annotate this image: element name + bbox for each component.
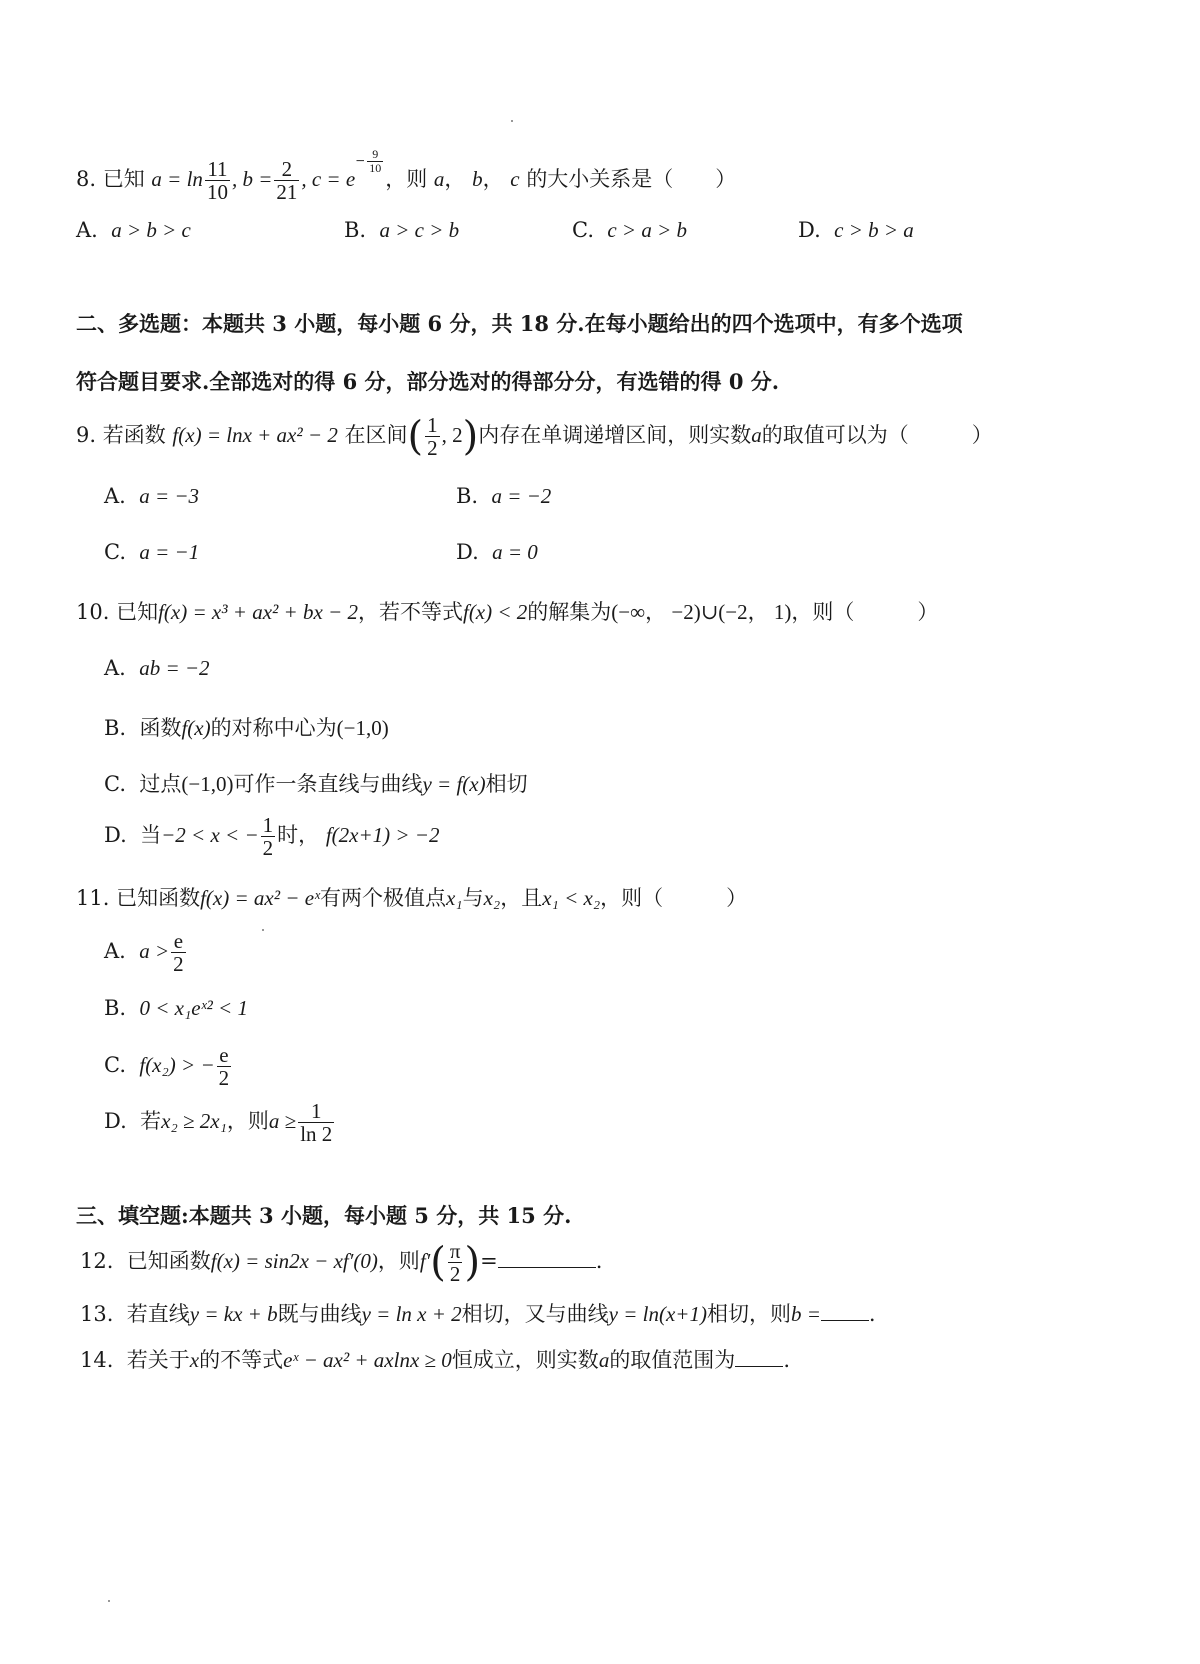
question-number: 8. — [76, 167, 97, 192]
option-b[interactable]: B. 0 < x₁eˣ² < 1 — [104, 996, 248, 1020]
answer-blank[interactable] — [735, 1346, 783, 1367]
question-8: 8. 已知 a = ln $\frac{11}{10}$ , b = $\frac{2}{21}$ , c = e− $\frac{9}{10}$ ，则 a， b， c 的大小关系是（ ） — [76, 147, 737, 205]
question-13: 13. 若直线y = kx + b既与曲线y = ln x + 2相切，又与曲线y = ln(x+1)相切，则b = . — [80, 1302, 876, 1326]
scan-speck — [108, 1600, 110, 1602]
option-c[interactable]: C. a = −1 — [104, 540, 200, 564]
option-b[interactable]: B. a = −2 — [456, 484, 552, 508]
option-d[interactable]: D. c > b > a — [798, 218, 914, 242]
fraction: $\frac{1}{2}$ — [427, 413, 438, 461]
question-14: 14. 若关于x的不等式eˣ − ax² + axlnx ≥ 0恒成立，则实数a的取值范围为 . — [80, 1348, 790, 1372]
exponent: − $\frac{9}{10}$ — [355, 147, 382, 175]
section-2-heading: 二、多选题：本题共 3 小题，每小题 6 分，共 18 分.在每小题给出的四个选项中，有多个选项 — [76, 311, 963, 336]
option-c[interactable]: C. c > a > b — [572, 218, 688, 242]
option-a[interactable]: A. a = −3 — [104, 484, 200, 508]
section-3-heading: 三、填空题:本题共 3 小题，每小题 5 分，共 15 分. — [76, 1203, 572, 1228]
scan-speck — [511, 120, 513, 122]
option-c[interactable]: C. 过点(−1,0)可作一条直线与曲线y = f(x)相切 — [104, 772, 528, 796]
question-number: 10. — [76, 600, 110, 624]
fraction: $\frac{11}{10}$ — [206, 157, 228, 205]
question-12: 12. 已知函数f(x) = sin2x − xf′(0)，则f′( $\frac{\pi}{2}$ )= . — [80, 1239, 603, 1287]
option-a[interactable]: A. a > b > c — [76, 218, 191, 242]
question-number: 9. — [76, 423, 97, 448]
fraction: $\frac{e}{2}$ — [218, 1043, 230, 1091]
answer-blank[interactable] — [821, 1300, 869, 1321]
question-number: 11. — [76, 886, 110, 910]
option-b[interactable]: B. 函数f(x)的对称中心为(−1,0) — [104, 716, 389, 740]
fraction: $\frac{e}{2}$ — [173, 929, 184, 977]
fraction: $\frac{1}{\ln 2}$ — [300, 1099, 333, 1147]
option-a[interactable]: A. a > $\frac{e}{2}$ — [104, 929, 184, 977]
question-number: 13. — [80, 1302, 114, 1326]
answer-blank[interactable] — [498, 1247, 596, 1268]
question-11: 11. 已知函数f(x) = ax² − eˣ有两个极值点x₁与x₂，且x₁ < x₂，则（ ） — [76, 886, 748, 910]
scan-speck — [262, 929, 264, 931]
option-d[interactable]: D. a = 0 — [456, 540, 538, 564]
question-number: 12. — [80, 1249, 114, 1274]
fraction: $\frac{\pi}{2}$ — [449, 1239, 461, 1287]
question-9: 9. 若函数 f(x) = lnx + ax² − 2 在区间( $\frac{1}{2}$ , 2)内存在单调递增区间，则实数a的取值可以为（ ） — [76, 413, 993, 461]
question-number: 14. — [80, 1348, 114, 1372]
section-2-heading-cont: 符合题目要求.全部选对的得 6 分，部分选对的得部分分，有选错的得 0 分. — [76, 369, 780, 394]
option-d[interactable]: D. 当−2 < x < − $\frac{1}{2}$ 时， f(2x+1) > −2 — [104, 813, 440, 861]
fraction: $\frac{1}{2}$ — [262, 813, 274, 861]
option-a[interactable]: A. ab = −2 — [104, 656, 210, 680]
option-d[interactable]: D. 若x₂ ≥ 2x₁，则a ≥ $\frac{1}{\ln 2}$ — [104, 1099, 333, 1147]
option-b[interactable]: B. a > c > b — [344, 218, 460, 242]
option-c[interactable]: C. f(x₂) > − $\frac{e}{2}$ — [104, 1043, 230, 1091]
fraction: $\frac{2}{21}$ — [276, 157, 298, 205]
question-10: 10. 已知f(x) = x³ + ax² + bx − 2，若不等式f(x) < 2的解集为(−∞， −2)∪(−2， 1)，则（ ） — [76, 600, 939, 624]
